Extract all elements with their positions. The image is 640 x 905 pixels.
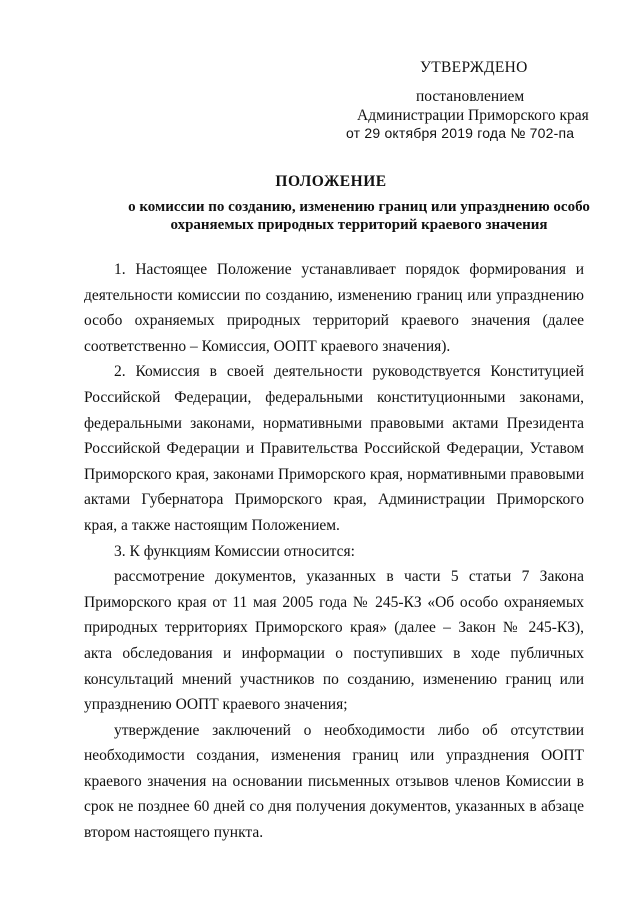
paragraph-2: 2. Комиссия в своей деятельности руководствуется Конституцией Российской Федерации, федеральными конституционными законами, федеральными законами, нормативными правовыми актами Президента Российской Федерации и Правительства Российской Федерации, Уставом Приморского края, законами Приморского края, нормативными правовыми актами Губернатора Приморского края, Администрации Приморского края, а также настоящим Положением. — [84, 363, 584, 534]
document-title: ПОЛОЖЕНИЕ — [275, 173, 387, 190]
document-body — [84, 257, 584, 846]
approval-authority-line: Администрации Приморского края — [357, 107, 589, 124]
paragraph-3: 3. К функциям Комиссии относится: — [114, 542, 355, 560]
paragraph-3-item-1: рассмотрение документов, указанных в части 5 статьи 7 Закона Приморского края от 11 мая 2005 года № 245-КЗ «Об особо охраняемых природных территориях Приморского края» (далее – Закон № 245-КЗ), акта обследования и информации о поступивших в ходе публичных консультаций мнений участников по созданию, изменению границ или упразднению ООПТ краевого значения; — [84, 568, 584, 714]
document-subtitle: о комиссии по созданию, изменению границ или упразднению особо охраняемых природных территорий краевого значения — [128, 199, 590, 233]
paragraph-3-item-2: утверждение заключений о необходимости либо об отсутствии необходимости создания, изменения границ или упразднения ООПТ краевого значения на основании письменных отзывов членов Комиссии в срок не позднее 60 дней со дня получения документов, указанных в абзаце втором настоящего пункта. — [84, 721, 584, 842]
approval-block — [0, 0, 640, 150]
approved-stamp-text: УТВЕРЖДЕНО — [420, 59, 528, 76]
paragraph-1: 1. Настоящее Положение устанавливает порядок формирования и деятельности комиссии по созданию, изменению границ или упразднению особо охраняемых природных территорий краевого значения (далее соответственно – Комиссия, ООПТ краевого значения). — [84, 261, 584, 355]
approval-resolution-line: постановлением — [416, 88, 525, 105]
approval-date-number-line: от 29 октября 2019 года № 702-па — [346, 125, 575, 141]
